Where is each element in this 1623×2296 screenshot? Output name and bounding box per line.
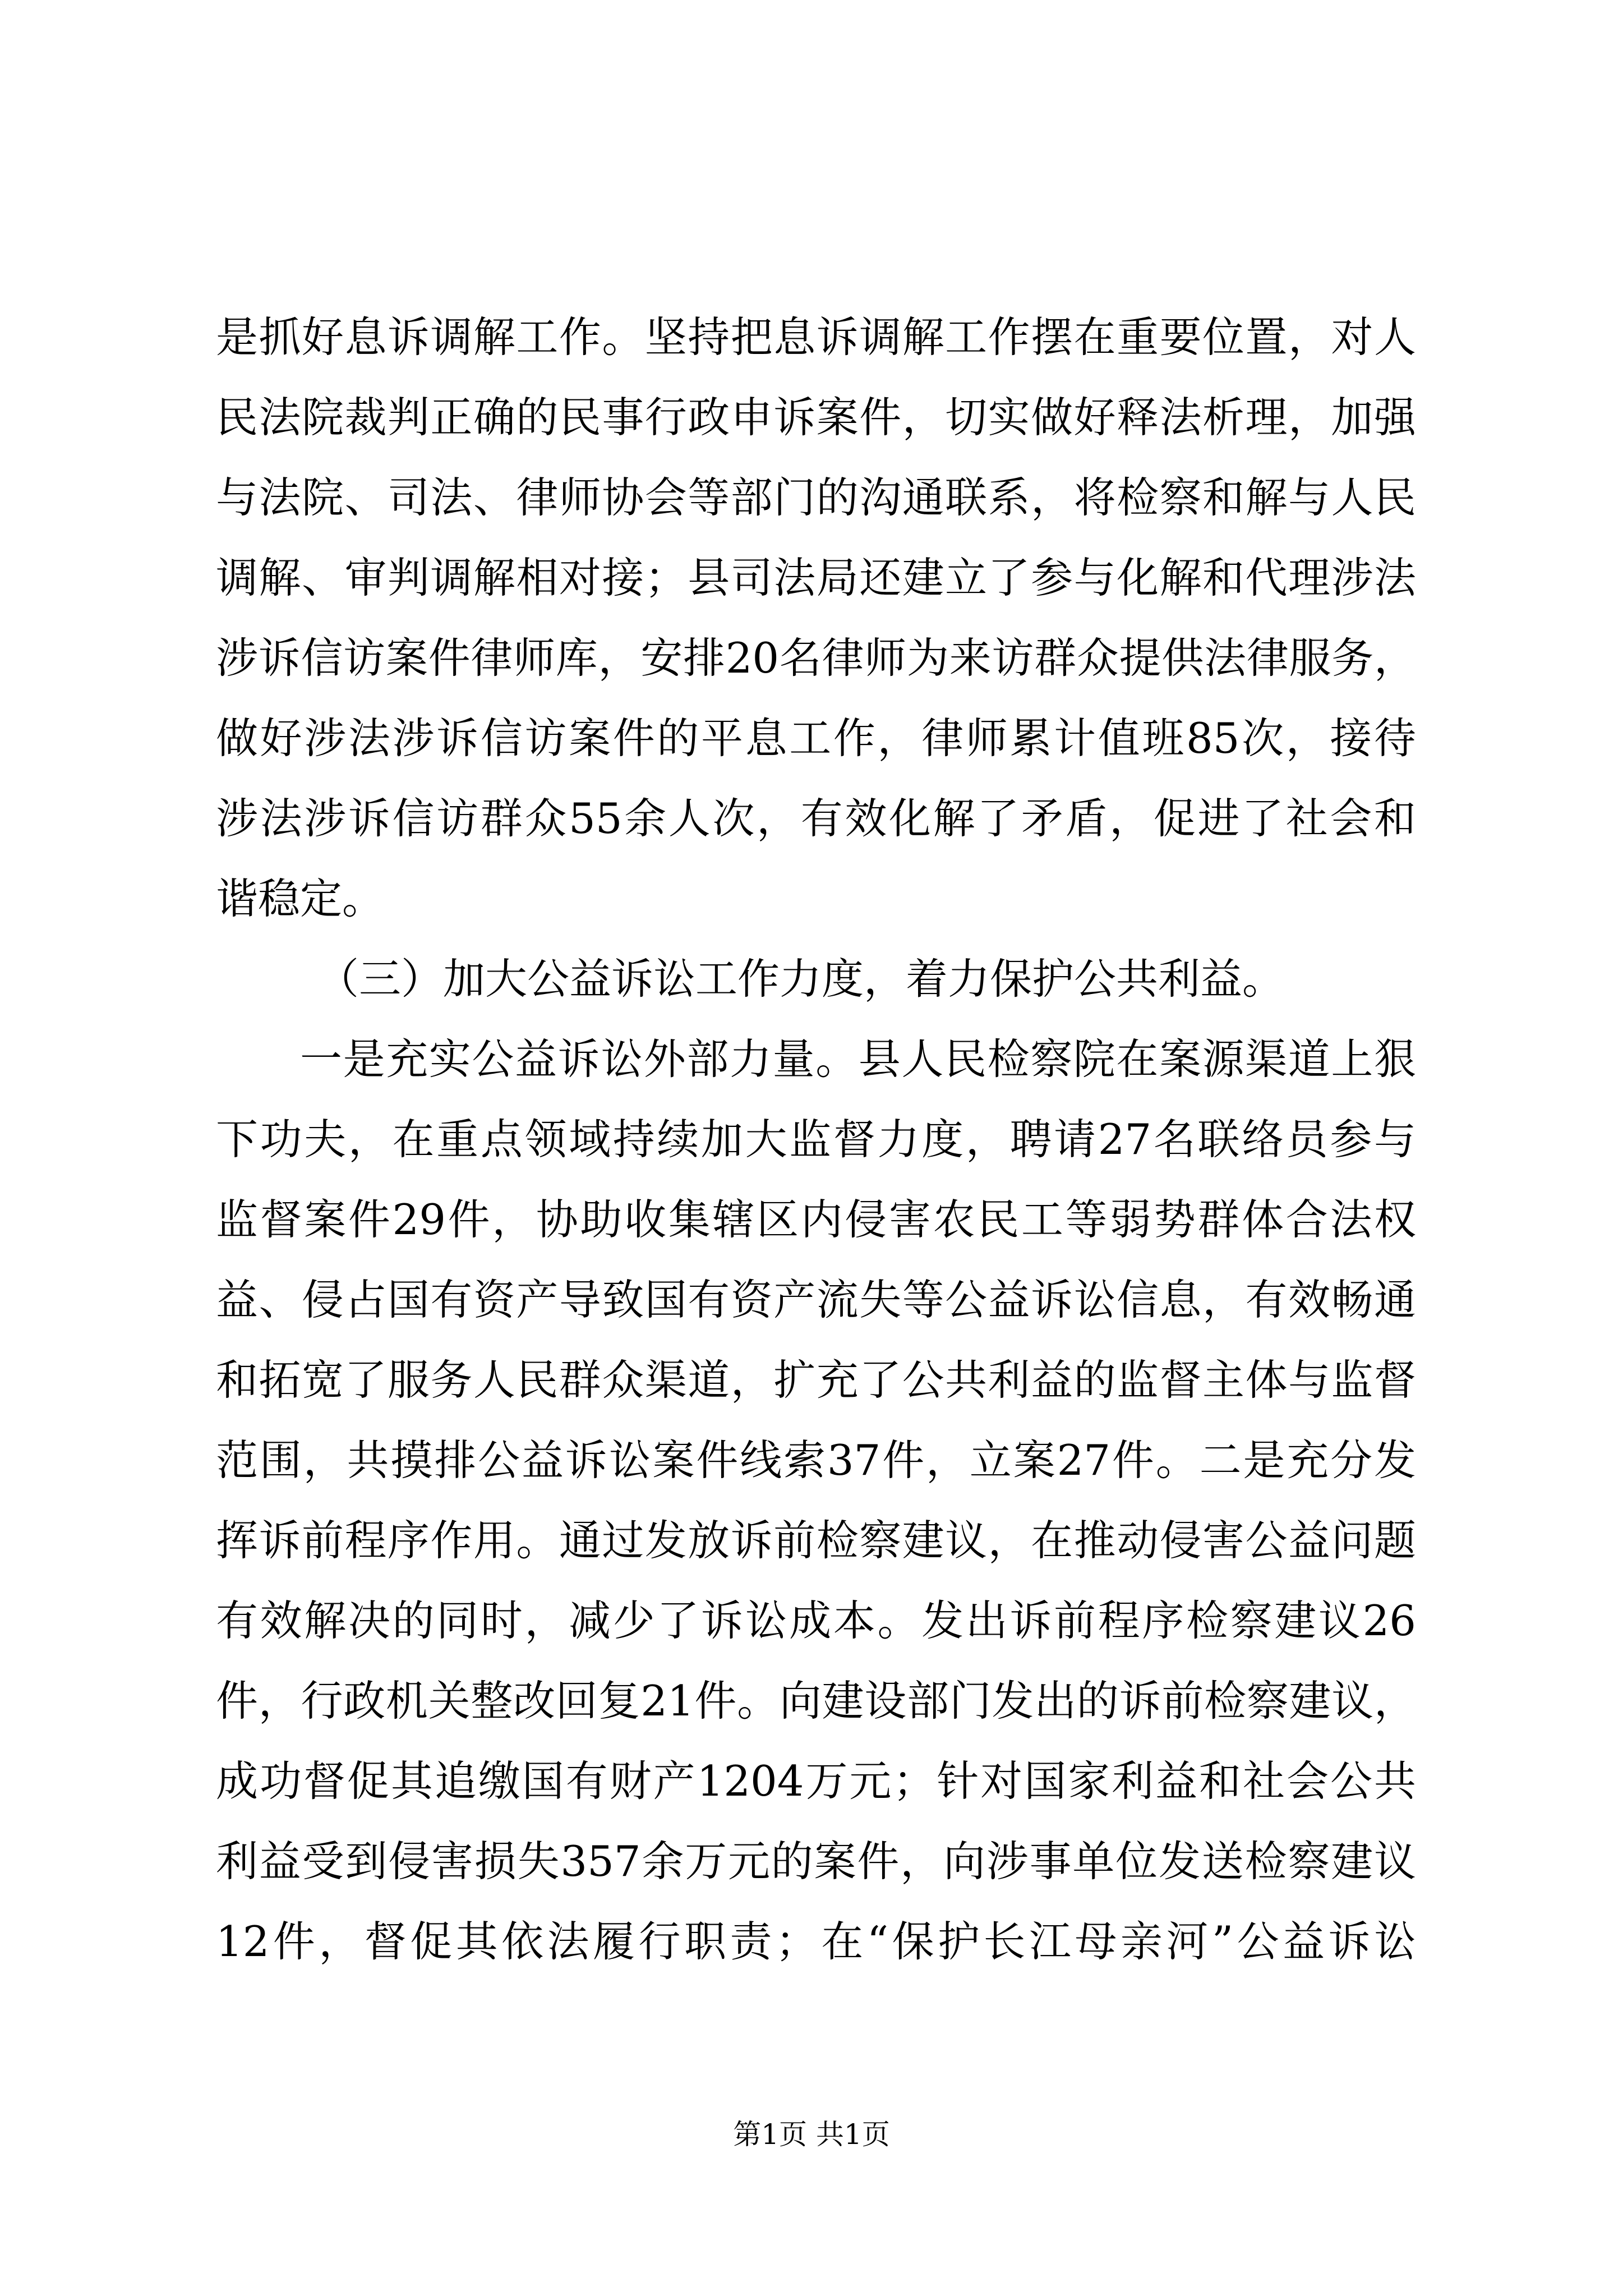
text-line: 与法院、司法、律师协会等部门的沟通联系，将检察和解与人民	[216, 473, 1416, 522]
text-line: 民法院裁判正确的民事行政申诉案件，切实做好释法析理，加强	[216, 393, 1416, 442]
text-line: 做好涉法涉诉信访案件的平息工作，律师累计值班85次，接待	[216, 714, 1416, 763]
text-line: 有效解决的同时，减少了诉讼成本。发出诉前程序检察建议26	[216, 1596, 1416, 1645]
text-line: 和拓宽了服务人民群众渠道，扩充了公共利益的监督主体与监督	[216, 1355, 1416, 1405]
text-line: 是抓好息诉调解工作。坚持把息诉调解工作摆在重要位置，对人	[216, 312, 1416, 362]
text-line: 下功夫，在重点领域持续加大监督力度，聘请27名联络员参与	[216, 1115, 1416, 1164]
text-line: 谐稳定。	[216, 874, 385, 923]
page-footer	[0, 2118, 1623, 2151]
text-line: 成功督促其追缴国有财产1204万元；针对国家利益和社会公共	[216, 1756, 1416, 1806]
text-line: 一是充实公益诉讼外部力量。县人民检察院在案源渠道上狠	[300, 1034, 1416, 1084]
text-line: 范围，共摸排公益诉讼案件线索37件，立案27件。二是充分发	[216, 1435, 1416, 1485]
text-line: 调解、审判调解相对接；县司法局还建立了参与化解和代理涉法	[216, 553, 1416, 602]
section-heading: （三）加大公益诉讼工作力度，着力保护公共利益。	[317, 954, 1285, 1004]
text-line: 益、侵占国有资产导致国有资产流失等公益诉讼信息，有效畅通	[216, 1275, 1416, 1324]
page-number-label: 第1页 共1页	[733, 2118, 890, 2151]
text-line: 涉法涉诉信访群众55余人次，有效化解了矛盾，促进了社会和	[216, 794, 1416, 843]
text-line: 12件，督促其依法履行职责；在“保护长江母亲河”公益诉讼	[216, 1917, 1416, 1966]
body-text	[216, 297, 1416, 1982]
text-line: 件，行政机关整改回复21件。向建设部门发出的诉前检察建议，	[216, 1676, 1416, 1726]
text-line: 利益受到侵害损失357余万元的案件，向涉事单位发送检察建议	[216, 1837, 1416, 1886]
text-line: 涉诉信访案件律师库，安排20名律师为来访群众提供法律服务，	[216, 633, 1416, 683]
text-line: 监督案件29件，协助收集辖区内侵害农民工等弱势群体合法权	[216, 1195, 1416, 1244]
text-line: 挥诉前程序作用。通过发放诉前检察建议，在推动侵害公益问题	[216, 1516, 1416, 1565]
